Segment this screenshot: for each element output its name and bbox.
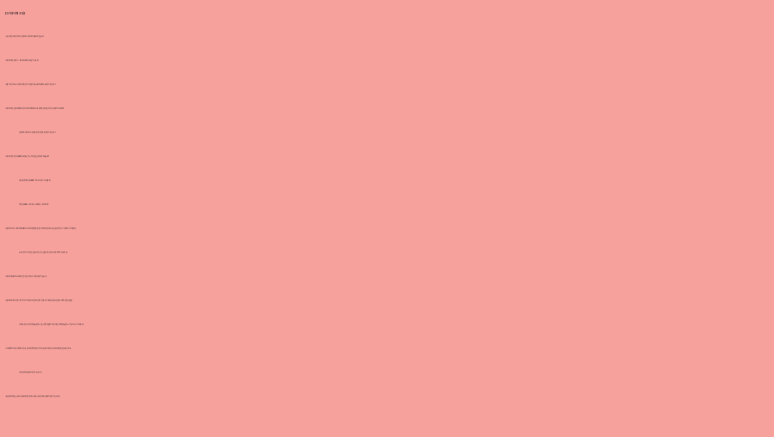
notice-line: - 모든 티켓은 모바일티켓으로 운영되며, 실물티켓이 제공되지 않습니다.	[5, 37, 45, 38]
notice-line: - 입장팔찌 교체 시, 모바일티켓(QR코드)을 최초 발급받은 핸드폰 및 예매자 본인의 유효한 신분증을 반드시 지참해주시기 바랍니다.	[5, 229, 77, 230]
notice-line: - 입장팔찌의 대리 수령은 가족 아이디로 예매한 미성년자에 한해 허용됩니다. 예매자 본인의 신분증과 수령자 본인의 신분증	[5, 301, 73, 302]
notice-line: - 모바일티켓은 현장 팔찌배부처에서 모바일티켓(QR코드) 및 예매자 본인 확인 절차 후 입장팔찌로 교체되며,	[5, 109, 64, 110]
notice-line: - 모바일티켓은 멜론티켓 APP에서만 확인 가능하며 원활한 입장팔찌 교체를 위해	[5, 157, 49, 158]
notice-line-continued: 최신 버전의 멜론티켓 APP을 미리 설치해 주시기 바랍니다.	[19, 181, 51, 182]
notice-line-continued: (멜론티켓 APP → 마이티켓 → 예매내역 → 모바일티켓)	[19, 205, 49, 206]
notice-title: [모바일티켓 운영]	[5, 12, 26, 15]
notice-lines	[5, 28, 774, 407]
notice-line-continued: (유효기간이 지나지 않은 신분증 사본 가능, 신분증 내 사진으로 인물 식별이 가능해야 함)	[19, 253, 68, 254]
notice-line: - 모바일티켓은 예매 즉시 나의 예매내역에서 확인 가능합니다.	[5, 61, 39, 62]
notice-line-continued: (학생증, 여권 등), 가족관계를 확인할 수 있는 증명서(관람일 기준 3개월 이내 발급)를 반드시 지참하여 주시기 바랍니다.	[19, 325, 84, 326]
notice-line: - 글로벌페이지 상에서 예매할 경우에는 모바일티켓 발급이 불가하며, 현장의 티켓부스에서 예매내역 및 본인 확인 절차 후	[5, 349, 71, 350]
notice-line-continued: 티켓 수령과 입장팔찌 착용이 가능합니다.	[19, 373, 42, 374]
notice-line: - 관람 하루 전일 20시, 모바일티켓 [사용하기] 버튼이 활성화되며 QR코드 확인이 가능합니다.	[5, 85, 56, 86]
notice-line-continued: 입장팔찌 수령/착용 후에 입장대기 및 공연장 내 입장이 가능합니다.	[19, 133, 56, 134]
notice-line: - 모바일티켓(QR코드)의 캡처본 및 사본은 티켓으로 절대 인정되지 않습니다.	[5, 277, 47, 278]
notice-line: - 할인권종 예매자는 현장에서 예매내역 및 증빙자료 확인 후 티켓수령과 입장팔찌 착용이 가능합니다.	[5, 397, 61, 398]
